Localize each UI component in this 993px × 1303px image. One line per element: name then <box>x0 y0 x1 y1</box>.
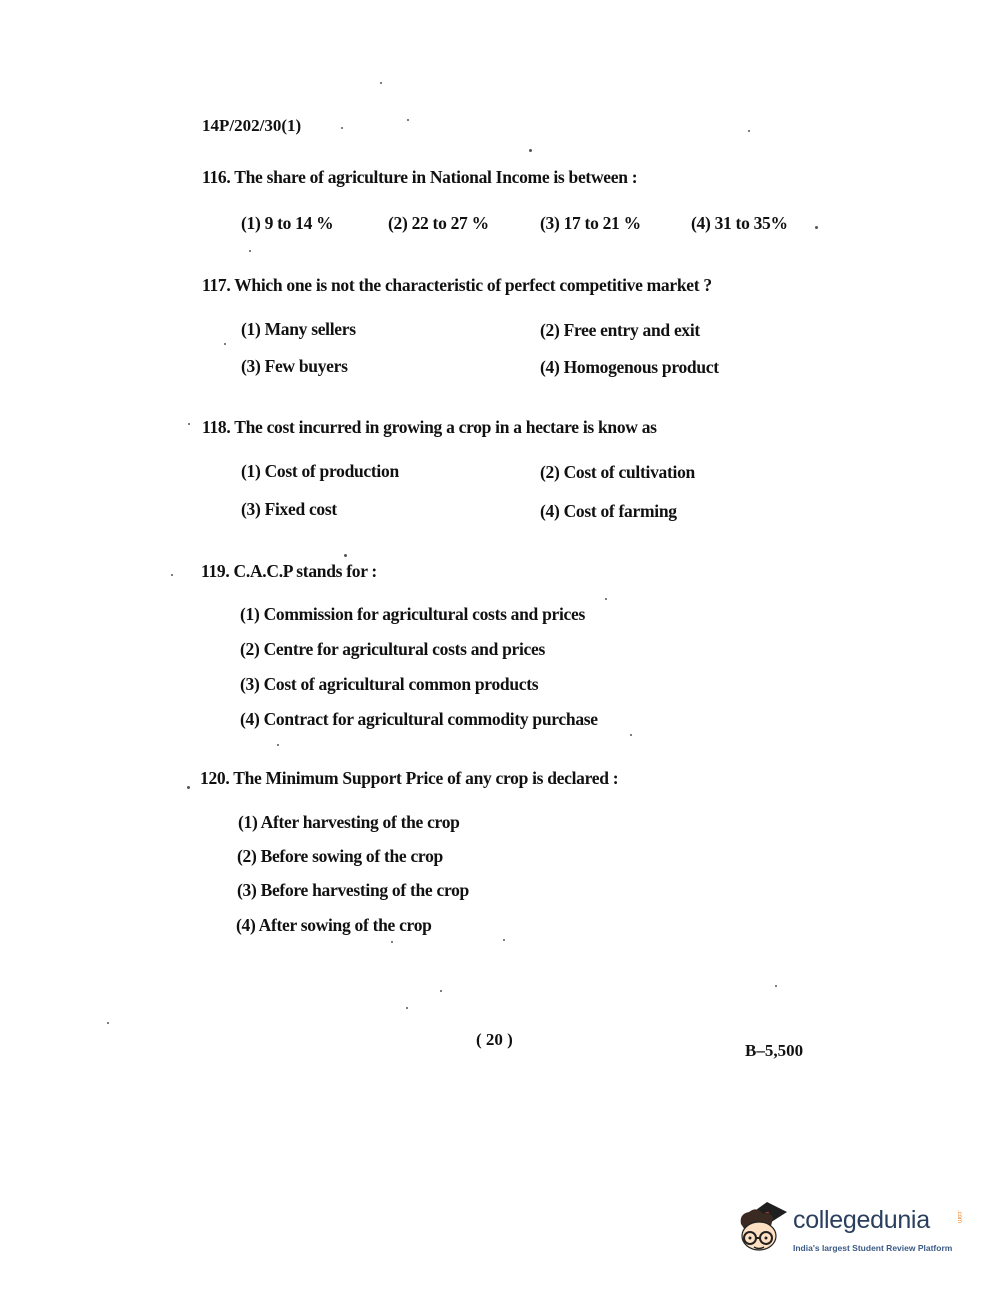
question-number: 117. <box>202 275 231 295</box>
option-119-3: (3) Cost of agricultural common products <box>240 674 539 694</box>
question-number: 119. <box>201 561 230 581</box>
scan-speck <box>748 130 750 132</box>
scan-speck <box>775 985 777 987</box>
question-117 <box>202 275 712 296</box>
question-118 <box>202 417 657 438</box>
page-number: ( 20 ) <box>476 1030 513 1049</box>
logo-tagline: India's largest Student Review Platform <box>793 1243 953 1253</box>
paper-code: 14P/202/30(1) <box>202 116 302 135</box>
option-120-2: (2) Before sowing of the crop <box>237 846 443 866</box>
option-119-4: (4) Contract for agricultural commodity purchase <box>240 709 598 729</box>
option-117-3: (3) Few buyers <box>241 356 348 376</box>
question-120 <box>200 768 618 789</box>
scan-speck <box>187 786 190 789</box>
collegedunia-logo <box>735 1196 965 1266</box>
scan-speck <box>391 941 393 943</box>
option-118-1: (1) Cost of production <box>241 461 399 481</box>
option-120-1: (1) After harvesting of the crop <box>238 812 460 832</box>
scan-speck <box>529 149 532 152</box>
option-116-3: (3) 17 to 21 % <box>540 213 641 233</box>
scan-speck <box>406 1007 408 1009</box>
option-118-2: (2) Cost of cultivation <box>540 462 695 482</box>
question-text: The cost incurred in growing a crop in a hectare is know as <box>234 417 657 437</box>
scan-speck <box>503 939 505 941</box>
print-code: B–5,500 <box>745 1041 804 1060</box>
logo-wordmark: collegedunia <box>793 1206 930 1234</box>
scan-speck <box>341 127 343 129</box>
scan-speck <box>249 250 251 252</box>
scan-speck <box>380 82 382 84</box>
logo-suffix: .com <box>956 1210 962 1224</box>
option-117-1: (1) Many sellers <box>241 319 356 339</box>
option-119-2: (2) Centre for agricultural costs and prices <box>240 639 545 659</box>
scan-speck <box>107 1022 109 1024</box>
option-119-1: (1) Commission for agricultural costs and prices <box>240 604 585 624</box>
question-text: C.A.C.P stands for : <box>233 561 377 581</box>
question-text: Which one is not the characteristic of perfect competitive market ? <box>234 275 712 295</box>
option-116-4: (4) 31 to 35% <box>691 213 788 233</box>
scan-speck <box>630 734 632 736</box>
scan-speck <box>344 554 347 557</box>
option-120-3: (3) Before harvesting of the crop <box>237 880 469 900</box>
scan-speck <box>277 744 279 746</box>
option-118-4: (4) Cost of farming <box>540 501 677 521</box>
option-117-2: (2) Free entry and exit <box>540 320 700 340</box>
question-119 <box>201 561 377 582</box>
scan-speck <box>188 423 190 425</box>
option-117-4: (4) Homogenous product <box>540 357 719 377</box>
question-116 <box>202 167 637 188</box>
student-mascot-icon <box>735 1196 793 1258</box>
scan-speck <box>171 574 173 576</box>
scan-speck <box>440 990 442 992</box>
scan-speck <box>407 119 409 121</box>
option-116-1: (1) 9 to 14 % <box>241 213 334 233</box>
question-number: 118. <box>202 417 231 437</box>
option-116-2: (2) 22 to 27 % <box>388 213 489 233</box>
option-118-3: (3) Fixed cost <box>241 499 337 519</box>
question-text: The Minimum Support Price of any crop is declared : <box>233 768 619 788</box>
question-number: 116. <box>202 167 231 187</box>
question-number: 120. <box>200 768 230 788</box>
scan-speck <box>605 598 607 600</box>
scan-speck <box>815 226 818 229</box>
question-text: The share of agriculture in National Income is between : <box>234 167 638 187</box>
option-120-4: (4) After sowing of the crop <box>236 915 432 935</box>
scan-speck <box>224 343 226 345</box>
